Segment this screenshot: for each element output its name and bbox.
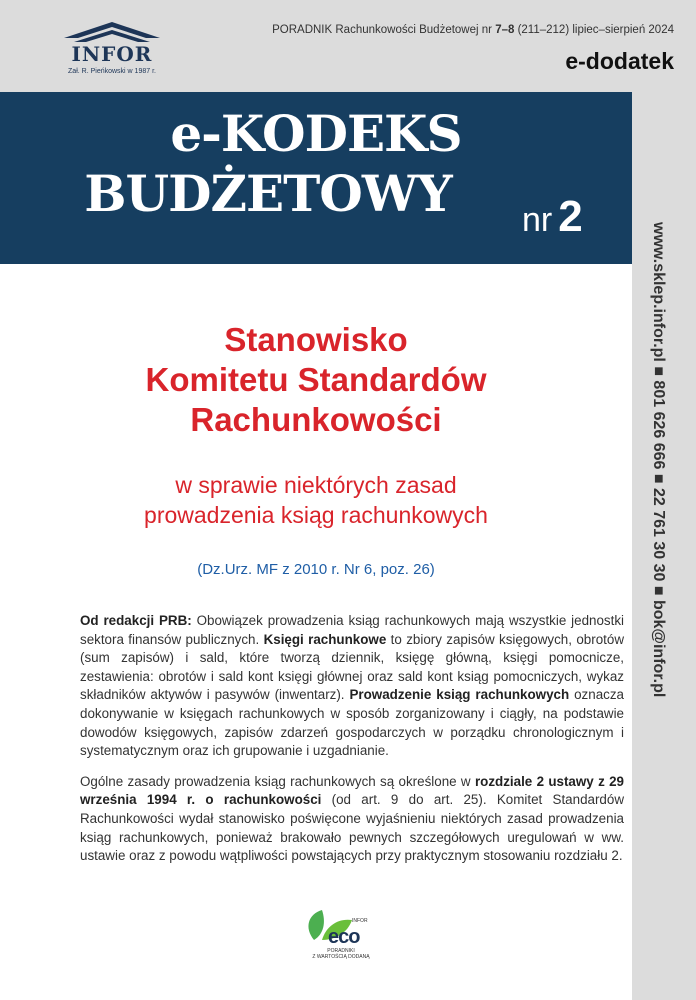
document-title bbox=[0, 320, 632, 440]
logo-word: INFOR bbox=[71, 42, 153, 66]
supplement-label: e-dodatek bbox=[565, 48, 674, 74]
eco-caption bbox=[310, 948, 372, 960]
document-subtitle-line: prowadzenia ksiąg rachunkowych bbox=[144, 502, 488, 528]
bold-term: rozdziale 2 ustawy z 29 września 1994 r. o rachunkowości bbox=[80, 773, 624, 808]
title-line-2: BUDŻETOWY bbox=[84, 164, 452, 223]
issue-line bbox=[272, 24, 674, 36]
document-title-line: Komitetu Standardów bbox=[145, 361, 487, 398]
editorial-lead: Od redakcji PRB: bbox=[80, 613, 192, 628]
title-banner bbox=[0, 92, 632, 264]
issue-suffix: (211–212) lipiec–sierpień 2024 bbox=[514, 24, 674, 36]
bold-term: Prowadzenie ksiąg rachunkowych bbox=[349, 687, 570, 703]
document-subtitle-line: w sprawie niektórych zasad bbox=[175, 472, 457, 498]
banner-number bbox=[522, 192, 583, 242]
issue-number: 7–8 bbox=[495, 24, 515, 36]
nr-value: 2 bbox=[558, 192, 583, 241]
header-bar bbox=[0, 0, 696, 92]
title-line-1: e-KODEKS bbox=[170, 104, 462, 163]
document-body bbox=[80, 612, 624, 878]
paragraph-text: Obowiązek prowadzenia ksiąg rachunkowych mają wszystkie jednostki sektora finansów publicznych. bbox=[80, 613, 625, 647]
eco-caption-line: Z WARTOŚCIĄ DODANĄ bbox=[312, 954, 370, 960]
paragraph-text: Ogólne zasady prowadzenia ksiąg rachunkowych są określone w bbox=[80, 773, 475, 789]
paragraph-text: (od art. 9 do art. 25). Komitet Standardów Rachunkowości wydał stanowisko poświęcone wyjaśnieniu niektórych zasad prowadzenia ksiąg rachunkowych, ponieważ brakowało pewnych szczegółowych uregulowań w ww. ustawie oraz z powodu wątpliwości powstających przy praktycznym stosowaniu rozdziału 2. bbox=[80, 792, 624, 864]
document-title-line: Rachunkowości bbox=[190, 401, 442, 438]
logo-subtitle: Zał. R. Pieńkowski w 1987 r. bbox=[68, 68, 156, 75]
eco-badge bbox=[300, 904, 380, 964]
legal-reference: (Dz.Urz. MF z 2010 r. Nr 6, poz. 26) bbox=[197, 561, 435, 578]
contact-info: www.sklep.infor.pl ■ 801 626 666 ■ 22 761 30 30 ■ bok@infor.pl bbox=[650, 222, 667, 698]
paragraph-text: to zbiory zapisów księgowych, obrotów (sum zapisów) i sald, które tworzą dziennik, księgę główną, księgi pomocnicze, zestawienia: obrotów i sald kont księgi głównej oraz sald kont ksiąg pomocniczych, wykaz składników aktywów i pasywów (inwentarz). bbox=[80, 631, 624, 703]
eco-word: eco bbox=[328, 926, 360, 948]
context-paragraph bbox=[80, 773, 624, 866]
nr-word: nr bbox=[522, 201, 553, 239]
editorial-paragraph bbox=[80, 612, 624, 761]
document-title-line: Stanowisko bbox=[224, 321, 408, 358]
document-subtitle bbox=[0, 470, 632, 530]
infor-logo bbox=[56, 18, 168, 82]
bold-term: Księgi rachunkowe bbox=[263, 631, 387, 647]
issue-prefix: PORADNIK Rachunkowości Budżetowej nr bbox=[272, 24, 496, 36]
paragraph-text: oznacza dokonywanie w księgach rachunkowych w sposób zorganizowany i ciągły, na podstawie dowodów księgowych, zapisów zdarzeń gospodarczych w porządku chronologicznym i systematycznym oraz ich grupowanie i uzgadnianie. bbox=[80, 687, 624, 759]
eco-caption-line: PORADNIKI bbox=[327, 948, 355, 954]
eco-top-label: INFOR bbox=[352, 918, 368, 924]
